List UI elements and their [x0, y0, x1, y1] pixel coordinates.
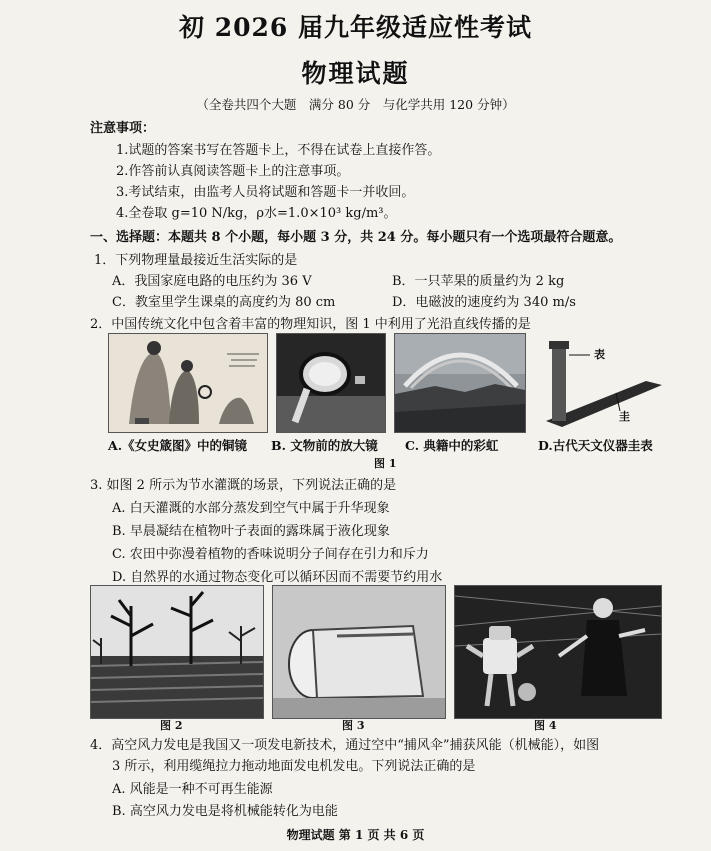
- bronze-mirror-painting-image: [108, 333, 268, 433]
- option-d: D．电磁波的速度约为 340 m/s: [392, 295, 576, 310]
- wind-kite-illustration: [273, 586, 445, 718]
- option-b: B. 高空风力发电是将机械能转化为电能: [112, 804, 338, 819]
- exam-info: （全卷共四个大题 满分 80 分 与化学共用 120 分钟）: [196, 97, 515, 112]
- note-item: 3.考试结束，由监考人员将试题和答题卡一并收回。: [116, 185, 415, 200]
- figure2-caption: 图 2: [160, 719, 183, 732]
- page-footer: 物理试题 第 1 页 共 6 页: [286, 828, 425, 842]
- option-b: B．一只苹果的质量约为 2 kg: [392, 274, 565, 289]
- notes-heading: 注意事项：: [90, 121, 156, 136]
- robot-stage-image: [454, 585, 662, 719]
- rainbow-illustration: [395, 334, 525, 432]
- irrigation-illustration: [91, 586, 263, 718]
- note-item: 4.全卷取 g=10 N/kg，ρ水=1.0×10³ kg/m³。: [116, 206, 397, 221]
- question-stem: 4．高空风力发电是我国又一项发电新技术，通过空中“捕风伞”捕获风能（机械能），如图: [90, 738, 600, 753]
- gnomon-label-gui: 圭: [619, 410, 630, 423]
- option-c: C. 农田中弥漫着植物的香味说明分子间存在引力和斥力: [112, 547, 429, 562]
- figure1-option-d: D.古代天文仪器圭表: [538, 438, 653, 453]
- magnifier-image: [276, 333, 386, 433]
- section-heading: 一、选择题：本题共 8 个小题，每小题 3 分，共 24 分。每小题只有一个选项最符合题意。: [90, 230, 622, 245]
- question-stem: 3. 如图 2 所示为节水灌溉的场景，下列说法正确的是: [90, 478, 397, 493]
- option-d: D. 自然界的水通过物态变化可以循环因而不需要节约用水: [112, 570, 443, 585]
- figure1-option-a: A.《女史箴图》中的铜镜: [108, 438, 248, 453]
- subject-title: 物理试题: [301, 59, 410, 88]
- exam-title: 初 2026 届九年级适应性考试: [179, 13, 532, 42]
- figure1-option-c: C. 典籍中的彩虹: [405, 438, 499, 453]
- irrigation-field-image: [90, 585, 264, 719]
- option-a: A．我国家庭电路的电压约为 36 V: [112, 274, 312, 289]
- option-a: A. 白天灌溉的水部分蒸发到空气中属于升华现象: [112, 501, 390, 516]
- question-stem: 2．中国传统文化中包含着丰富的物理知识，图 1 中利用了光沿直线传播的是: [90, 317, 531, 332]
- figure4-caption: 图 4: [534, 719, 557, 732]
- option-b: B. 早晨凝结在植物叶子表面的露珠属于液化现象: [112, 524, 390, 539]
- gnomon-label-biao: 表: [594, 348, 605, 361]
- magnifier-illustration: [277, 334, 385, 432]
- wind-kite-image: [272, 585, 446, 719]
- option-c: C．教室里学生课桌的高度约为 80 cm: [112, 295, 336, 310]
- robot-stage-illustration: [455, 586, 661, 718]
- painting-illustration: [109, 334, 267, 432]
- note-item: 1.试题的答案书写在答题卡上，不得在试卷上直接作答。: [116, 143, 441, 158]
- figure3-caption: 图 3: [342, 719, 365, 732]
- option-a: A. 风能是一种不可再生能源: [112, 782, 273, 797]
- figure1-option-b: B. 文物前的放大镜: [271, 438, 378, 453]
- rainbow-image: [394, 333, 526, 433]
- question-stem-continued: 3 所示，利用缆绳拉力拖动地面发电机发电。下列说法正确的是: [112, 759, 476, 774]
- figure1-caption: 图 1: [374, 457, 397, 470]
- question-stem: 1．下列物理量最接近生活实际的是: [94, 253, 298, 268]
- note-item: 2.作答前认真阅读答题卡上的注意事项。: [116, 164, 350, 179]
